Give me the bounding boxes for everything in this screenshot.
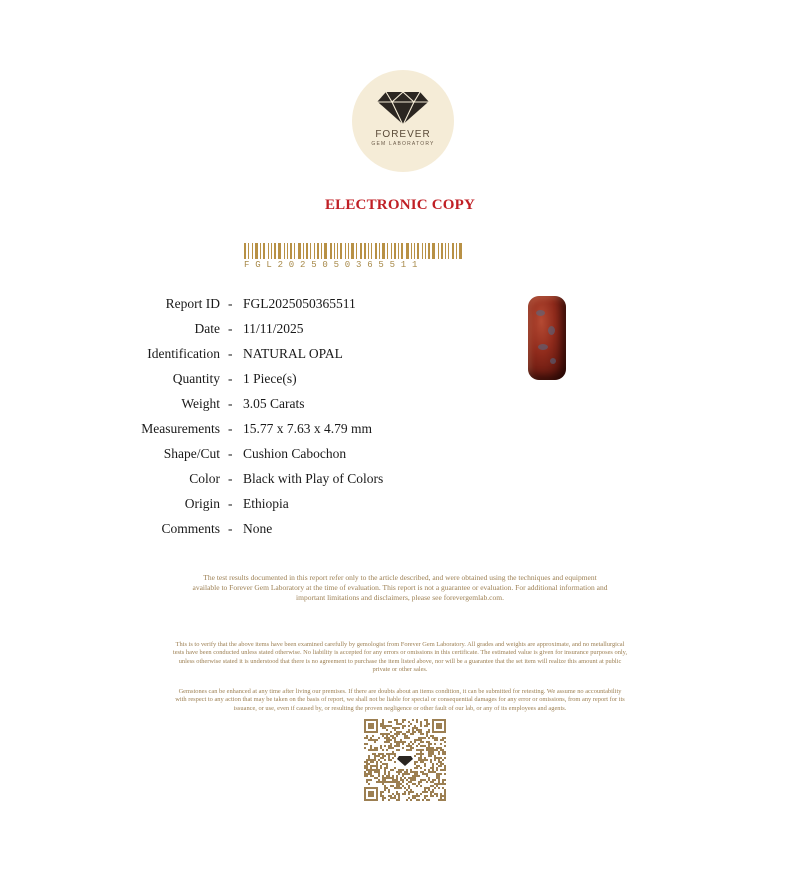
disclaimer-line: important limitations and disclaimers, please see forevergemlab.com. [296, 593, 504, 602]
row-value: 1 Piece(s) [243, 371, 297, 386]
barcode [244, 243, 462, 259]
row-label: Date [194, 321, 220, 336]
row-value: FGL2025050365511 [243, 296, 356, 311]
disclaimer-line: Gemstones can be enhanced at any time after living our premises. If there are doubts about an items condition, it can be submitted for retesting. We assume no accountability [178, 688, 622, 695]
disclaimer-line: available to Forever Gem Laboratory at the time of evaluation. This report is not a guarantee or evaluation. For additional information and [192, 583, 608, 592]
row-separator: - [228, 396, 233, 411]
logo-brand: FOREVER [375, 129, 431, 140]
row-separator: - [228, 321, 233, 336]
row-separator: - [228, 421, 233, 436]
row-value: Black with Play of Colors [243, 471, 384, 486]
row-separator: - [228, 471, 233, 486]
disclaimer-enhancement [0, 688, 800, 713]
gemstone-image [528, 296, 566, 380]
logo-badge [352, 70, 454, 172]
disclaimer-line: private or other sales. [372, 665, 428, 673]
row-value: Cushion Cabochon [243, 446, 347, 461]
disclaimer-verification [0, 641, 800, 674]
row-label: Measurements [141, 421, 220, 436]
row-separator: - [228, 521, 233, 536]
row-label: Shape/Cut [163, 446, 220, 461]
electronic-copy-heading: ELECTRONIC COPY [324, 197, 476, 213]
disclaimer-line: The test results documented in this report refer only to the article described, and were obtained using the techniques and equipment [203, 573, 597, 582]
barcode-text: FGL2025050365511 [244, 260, 424, 270]
row-label: Identification [147, 346, 220, 361]
row-value: 3.05 Carats [243, 396, 305, 411]
row-value: None [243, 521, 273, 536]
logo-subtitle: GEM LABORATORY [371, 141, 435, 147]
row-value: 15.77 x 7.63 x 4.79 mm [243, 421, 373, 436]
row-label: Origin [184, 496, 220, 511]
row-label: Quantity [172, 371, 220, 386]
row-separator: - [228, 346, 233, 361]
row-label: Weight [181, 396, 220, 411]
row-value: Ethiopia [243, 496, 289, 511]
disclaimer-line: tests have been conducted unless stated otherwise. No liability is accepted for any errors or omissions in this certificate. The estimated value is given for insurance purposes only, [172, 649, 628, 657]
row-value: NATURAL OPAL [243, 346, 343, 361]
row-separator: - [228, 371, 233, 386]
diamond-icon [376, 90, 430, 126]
disclaimer-line: with respect to any action that may be taken on the basis of report, we shall not be liable for special or consequential damages for any error or omissions, from any report for its [175, 696, 625, 704]
row-label: Color [189, 471, 220, 486]
disclaimer-results [0, 573, 800, 603]
row-value: 11/11/2025 [243, 321, 304, 336]
disclaimer-line: issuance, or use, even if caused by, or resulting the proven negligence or other fault of our lab, or any of its employees and agents. [233, 704, 567, 712]
disclaimer-line: This is to verify that the above items have been examined carefully by gemologist from Forever Gem Laboratory. All grades and weights are approximate, and no metallurgical [175, 641, 625, 648]
qr-code-icon[interactable] [364, 719, 446, 801]
row-separator: - [228, 296, 233, 311]
row-separator: - [228, 496, 233, 511]
row-label: Comments [161, 521, 220, 536]
disclaimer-line: unless otherwise stated it is understood that there is no agreement to purchase the item listed above, nor will be a guarantee that the set item will realize this amount at public [178, 657, 622, 665]
row-separator: - [228, 446, 233, 461]
row-label: Report ID [165, 296, 220, 311]
